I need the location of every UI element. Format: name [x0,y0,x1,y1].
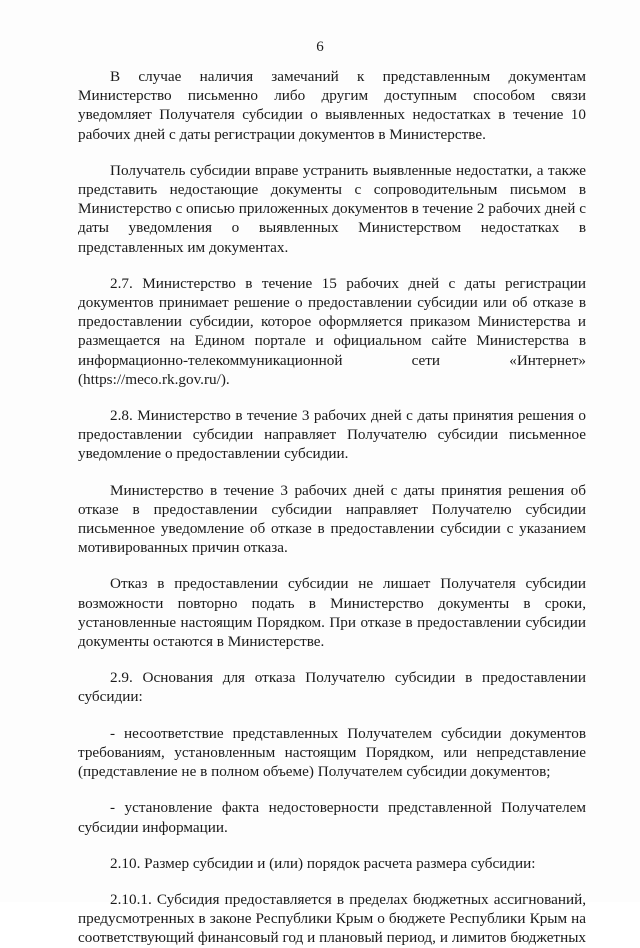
paragraph-comments-notice: В случае наличия замечаний к представленным документам Министерство письменно либо другим доступным способом связи уведомляет Получателя субсидии о выявленных недостатках в течение 10 рабочих дней с даты регистрации документов в Министерстве. [78,68,586,143]
paragraph-2-10: 2.10. Размер субсидии и (или) порядок расчета размера субсидии: [110,854,536,872]
list-item-unreliable-info: - установление факта недостоверности представленной Получателем субсидии информации. [78,799,586,836]
page-number: 6 [316,39,324,55]
paragraph-fix-deficiencies: Получатель субсидии вправе устранить выявленные недостатки, а также представить недостающие документы с сопроводительным письмом в Министерство с описью приложенных документов в течение 2 рабочих дней с даты уведомления о выявленных Министерством недостатках в представленных им документах. [78,161,586,256]
document-body [78,67,586,948]
paragraph-2-7: 2.7. Министерство в течение 15 рабочих дней с даты регистрации документов принимает решение о предоставлении субсидии или об отказе в предоставлении субсидии, которое оформляется приказом Министерства и размещается на Едином портале и официальном сайте Министерства в информационно-телекоммуникационной сети «Интернет» (https://meco.rk.gov.ru/). [78,274,586,388]
paragraph-refusal-notice: Министерство в течение 3 рабочих дней с даты принятия решения об отказе в предоставлении субсидии направляет Получателю субсидии письменное уведомление об отказе в предоставлении субсидии с указанием мотивированных причин отказа. [78,481,586,557]
paragraph-2-9: 2.9. Основания для отказа Получателю субсидии в предоставлении субсидии: [78,669,586,706]
paragraph-refusal-resubmit: Отказ в предоставлении субсидии не лишает Получателя субсидии возможности повторно подать в Министерство документы в сроки, установленные настоящим Порядком. При отказе в предоставлении субсидии документы остаются в Министерстве. [78,575,586,651]
paragraph-2-10-1: 2.10.1. Субсидия предоставляется в пределах бюджетных ассигнований, предусмотренных в законе Республики Крым о бюджете Республики Крым на соответствующий финансовый год и плановый период, и лимитов бюджетных [78,890,586,947]
paragraph-2-8: 2.8. Министерство в течение 3 рабочих дней с даты принятия решения о предоставлении субсидии направляет Получателю субсидии письменное уведомление о предоставлении субсидии. [78,407,586,463]
list-item-noncompliance: - несоответствие представленных Получателем субсидии документов требованиям, установленным настоящим Порядком, или непредставление (представление не в полном объеме) Получателем субсидии документов; [78,724,586,781]
